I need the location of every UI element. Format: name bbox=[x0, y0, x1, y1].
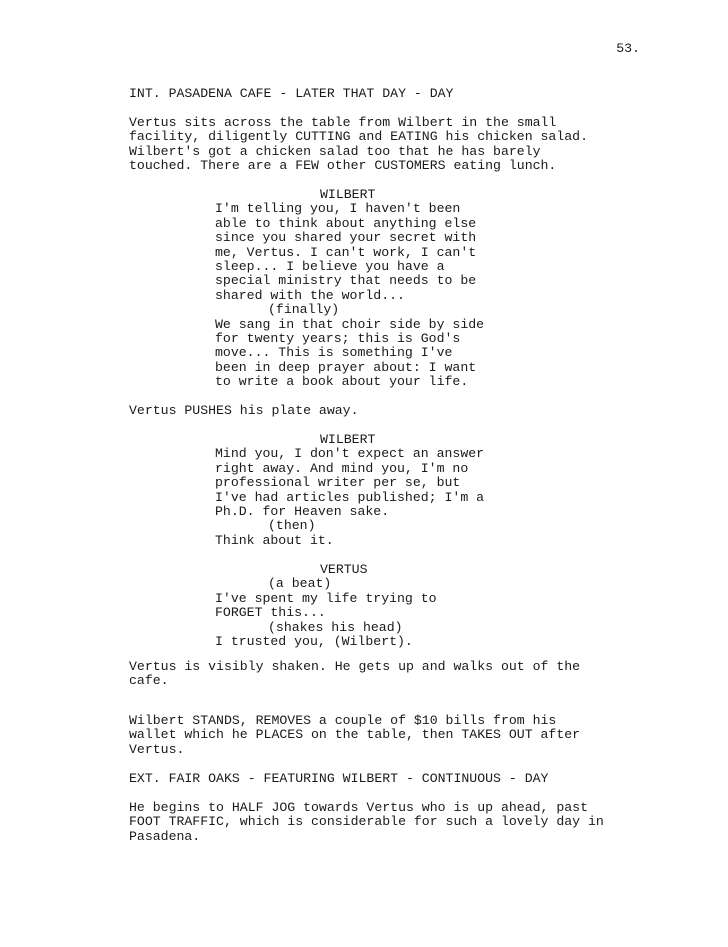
dialogue-line: FORGET this... bbox=[215, 605, 326, 621]
action-line: Vertus is visibly shaken. He gets up and walks out of the bbox=[129, 659, 581, 674]
parenthetical: (finally) bbox=[268, 302, 340, 318]
dialogue-line: I've spent my life trying to bbox=[215, 590, 437, 606]
action-line: He begins to HALF JOG towards Vertus who is up ahead, past bbox=[129, 800, 588, 815]
scene-heading bbox=[129, 87, 669, 101]
action-block bbox=[129, 660, 669, 689]
dialogue-line: right away. And mind you, I'm no bbox=[215, 460, 469, 476]
action-line: facility, diligently CUTTING and EATING his chicken salad. bbox=[129, 129, 588, 145]
character-name: VERTUS bbox=[320, 562, 368, 577]
scene-heading bbox=[129, 772, 669, 786]
dialogue-block bbox=[129, 563, 669, 649]
dialogue-line: special ministry that needs to be bbox=[215, 273, 477, 289]
dialogue-line: Ph.D. for Heaven sake. bbox=[215, 503, 390, 519]
dialogue-line: professional writer per se, but bbox=[215, 475, 461, 491]
dialogue-line: sleep... I believe you have a bbox=[215, 258, 445, 274]
action-line: Wilbert's got a chicken salad too that he has barely bbox=[129, 143, 541, 159]
dialogue-block bbox=[129, 433, 669, 548]
character-name: WILBERT bbox=[320, 187, 376, 202]
dialogue-line: since you shared your secret with bbox=[215, 230, 477, 246]
action-line: Vertus. bbox=[129, 741, 185, 757]
parenthetical: (shakes his head) bbox=[268, 619, 403, 635]
dialogue-line: move... This is something I've bbox=[215, 345, 453, 361]
dialogue-line: I trusted you, (Wilbert). bbox=[215, 633, 413, 649]
dialogue-line: able to think about anything else bbox=[215, 215, 477, 231]
action-block bbox=[129, 714, 669, 757]
dialogue-block bbox=[129, 188, 669, 389]
dialogue-line: Think about it. bbox=[215, 532, 334, 548]
action-line: FOOT TRAFFIC, which is considerable for such a lovely day in bbox=[129, 814, 604, 830]
dialogue-line: for twenty years; this is God's bbox=[215, 330, 461, 346]
action-block bbox=[129, 404, 669, 418]
dialogue-line: me, Vertus. I can't work, I can't bbox=[215, 244, 477, 260]
action-line: Vertus PUSHES his plate away. bbox=[129, 403, 359, 418]
action-line: Wilbert STANDS, REMOVES a couple of $10 bills from his bbox=[129, 713, 557, 728]
action-line: touched. There are a FEW other CUSTOMERS eating lunch. bbox=[129, 158, 557, 174]
action-line: Vertus sits across the table from Wilbert in the small bbox=[129, 115, 557, 130]
character-name: WILBERT bbox=[320, 432, 376, 447]
action-line: cafe. bbox=[129, 673, 169, 689]
parenthetical: (then) bbox=[268, 518, 316, 534]
action-line: Pasadena. bbox=[129, 828, 201, 844]
scene-heading-line: INT. PASADENA CAFE - LATER THAT DAY - DAY bbox=[129, 86, 454, 101]
action-block bbox=[129, 801, 669, 844]
scene-heading-line: EXT. FAIR OAKS - FEATURING WILBERT - CONTINUOUS - DAY bbox=[129, 771, 549, 786]
action-block bbox=[129, 116, 669, 174]
dialogue-line: to write a book about your life. bbox=[215, 374, 469, 390]
dialogue-line: We sang in that choir side by side bbox=[215, 316, 485, 332]
action-line: wallet which he PLACES on the table, then TAKES OUT after bbox=[129, 727, 581, 743]
dialogue-line: Mind you, I don't expect an answer bbox=[215, 446, 485, 462]
page-number: 53. bbox=[616, 41, 640, 56]
dialogue-line: been in deep prayer about: I want bbox=[215, 359, 477, 375]
parenthetical: (a beat) bbox=[268, 576, 332, 592]
dialogue-line: shared with the world... bbox=[215, 287, 405, 303]
dialogue-line: I've had articles published; I'm a bbox=[215, 489, 485, 505]
dialogue-line: I'm telling you, I haven't been bbox=[215, 201, 461, 217]
